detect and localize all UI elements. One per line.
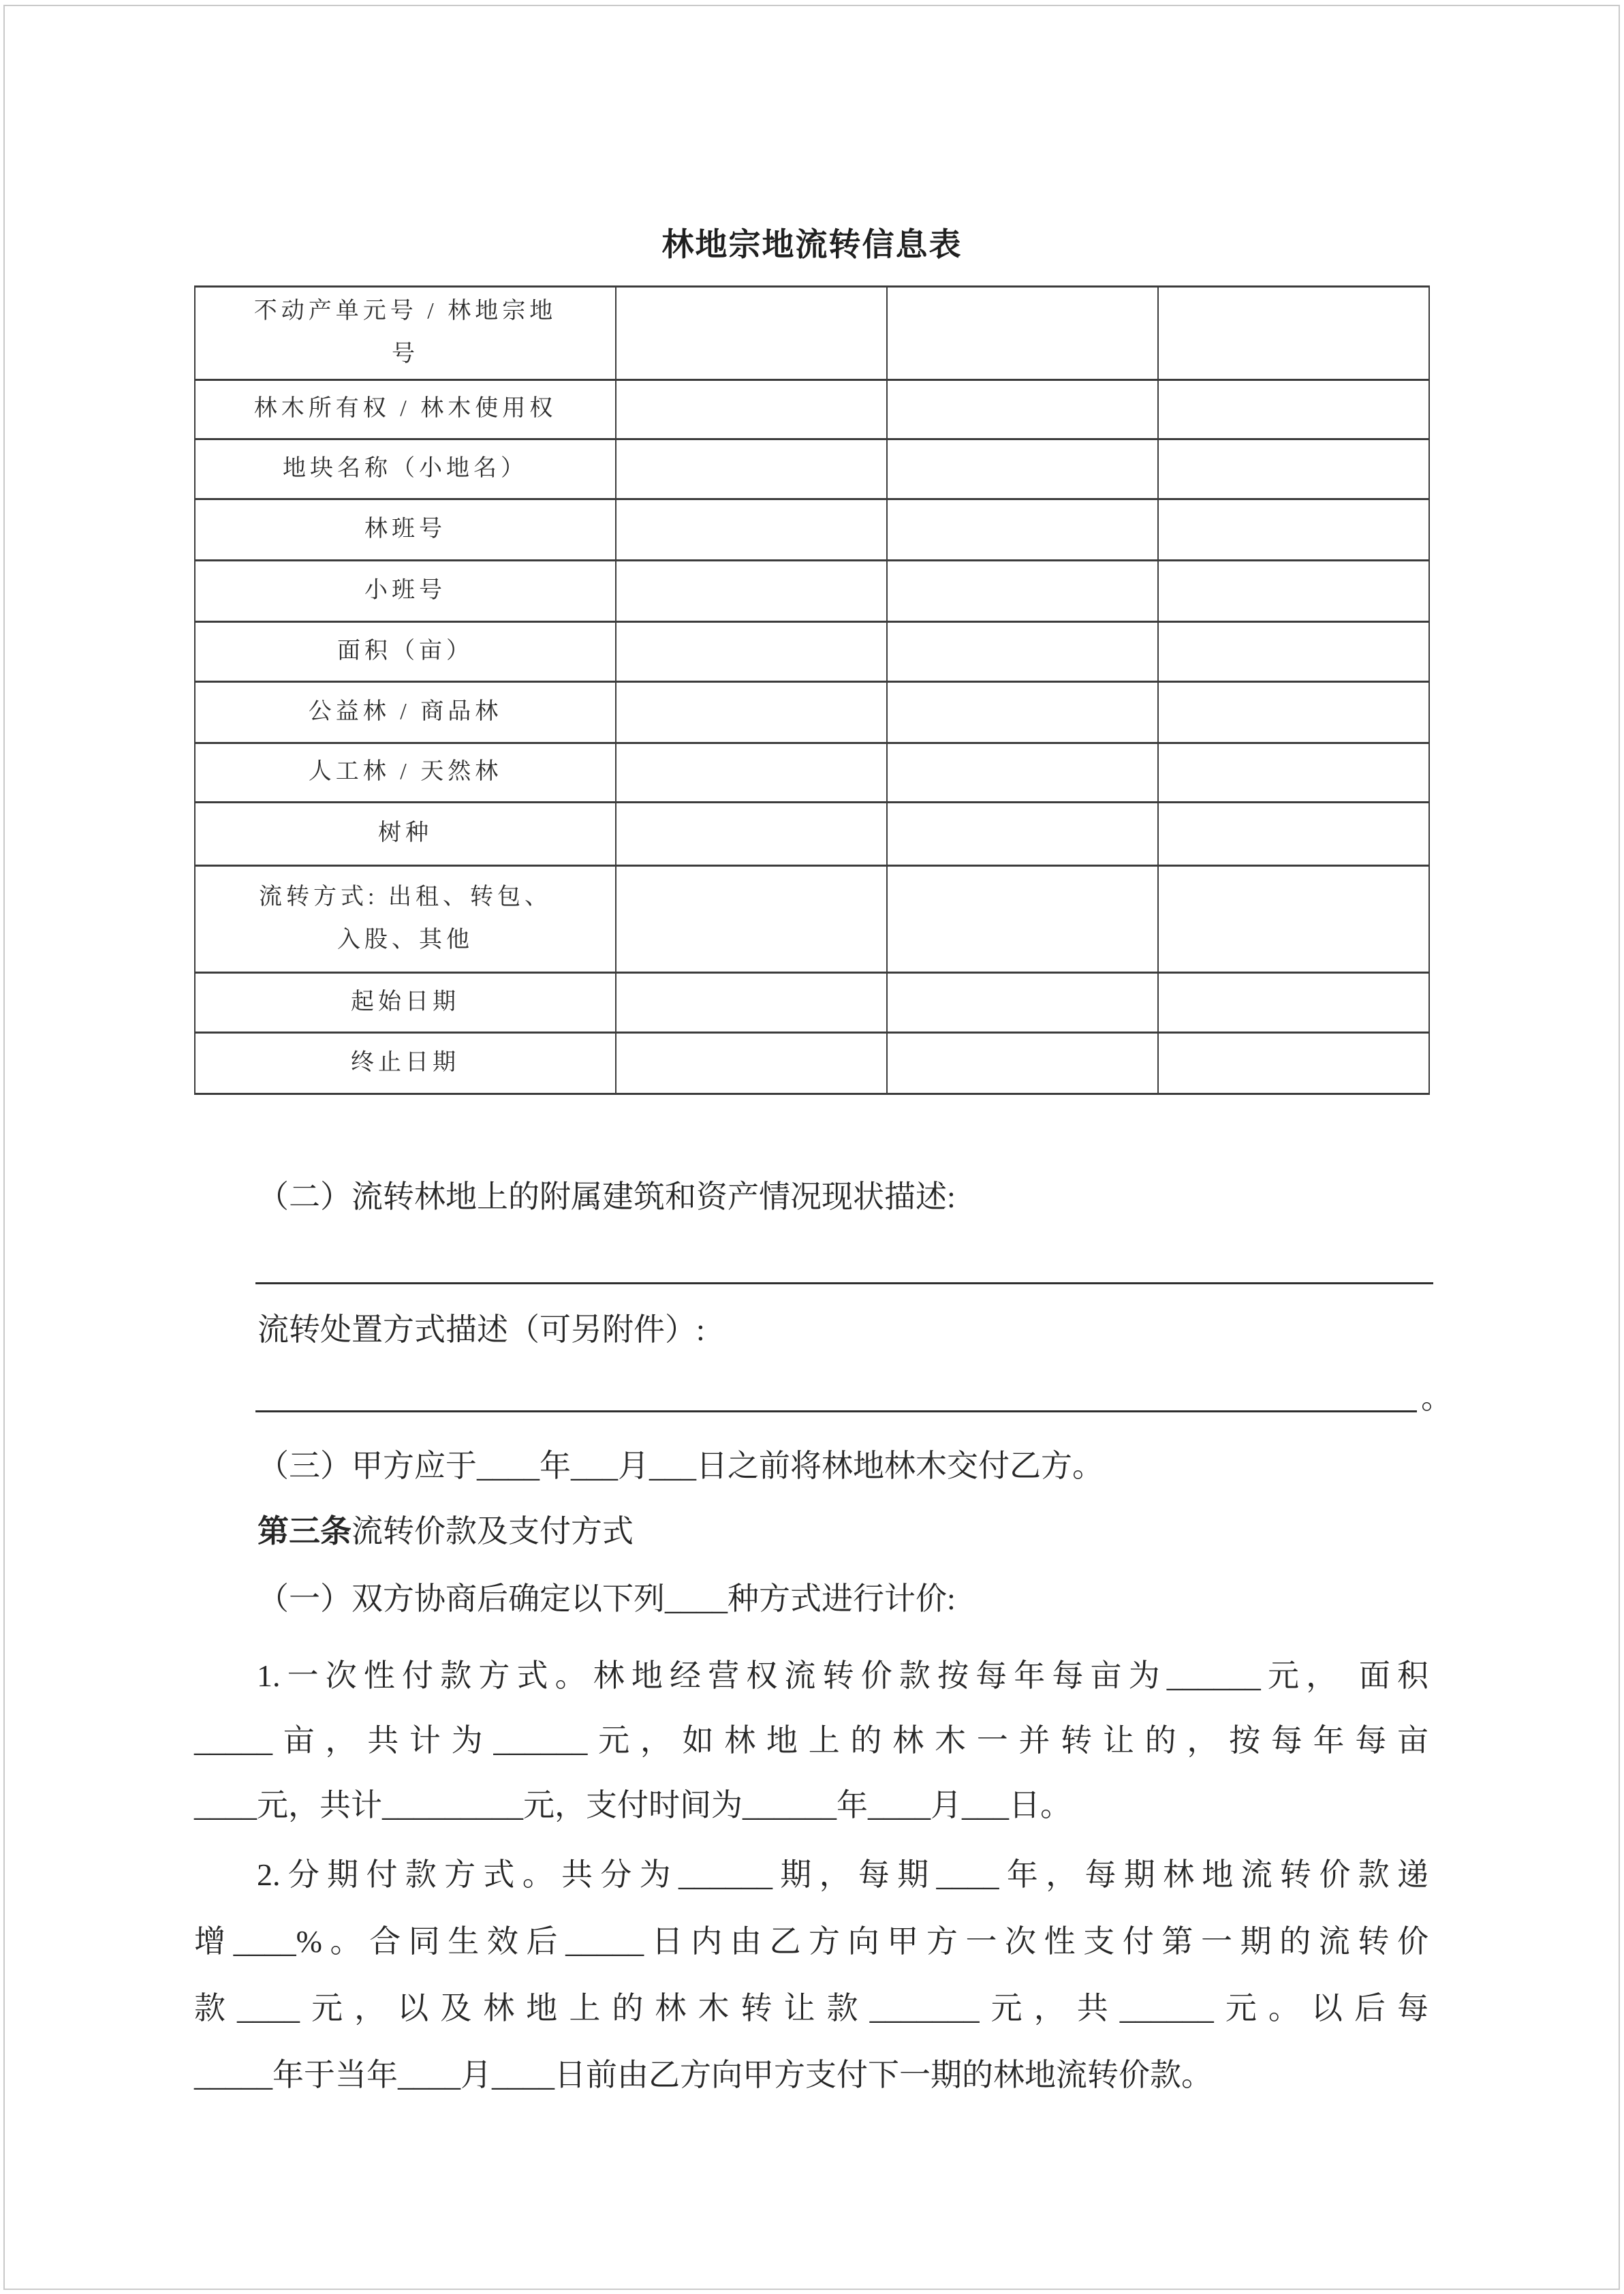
value-cell <box>1158 972 1429 1032</box>
land-parcel-info-table <box>194 285 1430 1095</box>
row-label <box>195 621 616 681</box>
pricing-item1-line: （一）双方协商后确定以下列____种方式进行计价: <box>257 1581 956 1616</box>
value-cell <box>1158 499 1429 560</box>
value-cell <box>887 287 1158 380</box>
row-label-line: 人工林 / 天然林 <box>308 759 503 785</box>
row-label <box>195 972 616 1032</box>
value-cell <box>1158 743 1429 802</box>
value-cell <box>1158 379 1429 439</box>
value-cell <box>616 743 887 802</box>
fill-line-period: 。 <box>1421 1380 1452 1415</box>
value-cell <box>616 499 887 560</box>
row-label-line: 树种 <box>378 820 433 846</box>
section2-heading: （二）流转林地上的附属建筑和资产情况现状描述: <box>257 1179 956 1214</box>
value-cell <box>616 439 887 499</box>
row-label-line: 小班号 <box>364 577 446 603</box>
table-row <box>195 621 1429 681</box>
row-label <box>195 802 616 865</box>
fill-in-blank-line <box>255 1410 1417 1412</box>
value-cell <box>616 1032 887 1094</box>
table-row <box>195 743 1429 802</box>
value-cell <box>1158 439 1429 499</box>
article3-number: 第三条 <box>257 1514 352 1549</box>
table-row <box>195 287 1429 380</box>
paragraph1-line: _____亩，共计为______元，如林地上的林木一并转让的，按每年每亩 <box>194 1723 1428 1758</box>
page-title: 林地宗地流转信息表 <box>661 228 963 263</box>
value-cell <box>887 865 1158 972</box>
table-row <box>195 499 1429 560</box>
value-cell <box>616 379 887 439</box>
value-cell <box>887 621 1158 681</box>
value-cell <box>616 560 887 621</box>
disposal-heading: 流转处置方式描述（可另附件）: <box>257 1312 705 1347</box>
row-label-line: 地块名称（小地名） <box>283 455 528 481</box>
row-label-line: 林木所有权 / 林木使用权 <box>253 396 557 422</box>
paragraph2-line: _____年于当年____月____日前由乙方向甲方支付下一期的林地流转价款。 <box>194 2058 1213 2092</box>
value-cell <box>1158 560 1429 621</box>
value-cell <box>1158 865 1429 972</box>
fill-in-blank-line <box>255 1282 1433 1284</box>
paragraph2-line: 2.分期付款方式。共分为______期，每期____年，每期林地流转价款递 <box>257 1857 1428 1892</box>
row-label <box>195 681 616 743</box>
table-row <box>195 681 1429 743</box>
article3-title: 流转价款及支付方式 <box>352 1514 634 1549</box>
table-row <box>195 972 1429 1032</box>
value-cell <box>887 1032 1158 1094</box>
table-row <box>195 1032 1429 1094</box>
row-label <box>195 499 616 560</box>
row-label-line: 公益林 / 商品林 <box>308 698 503 724</box>
paragraph2-line: 款____元，以及林地上的林木转让款_______元，共______元。以后每 <box>194 1991 1428 2026</box>
row-label-line: 面积（亩） <box>337 638 473 664</box>
value-cell <box>1158 287 1429 380</box>
value-cell <box>887 972 1158 1032</box>
value-cell <box>887 499 1158 560</box>
paragraph1-line: ____元，共计_________元，支付时间为______年____月___日。 <box>194 1788 1072 1823</box>
value-cell <box>616 681 887 743</box>
table-row <box>195 560 1429 621</box>
table-row <box>195 802 1429 865</box>
row-label-line: 起始日期 <box>351 989 460 1014</box>
value-cell <box>616 287 887 380</box>
row-label <box>195 865 616 972</box>
value-cell <box>1158 681 1429 743</box>
value-cell <box>887 743 1158 802</box>
value-cell <box>1158 1032 1429 1094</box>
row-label-line: 入股、其他 <box>337 927 473 952</box>
value-cell <box>1158 621 1429 681</box>
row-label <box>195 743 616 802</box>
row-label-line: 终止日期 <box>351 1049 460 1075</box>
value-cell <box>616 865 887 972</box>
row-label-line: 号 <box>392 341 419 367</box>
value-cell <box>616 621 887 681</box>
row-label-line: 流转方式: 出租、转包、 <box>259 884 552 910</box>
row-label <box>195 287 616 380</box>
row-label <box>195 560 616 621</box>
table-row <box>195 865 1429 972</box>
row-label-line: 不动产单元号 / 林地宗地 <box>253 298 557 324</box>
value-cell <box>887 379 1158 439</box>
value-cell <box>887 439 1158 499</box>
table-row <box>195 439 1429 499</box>
value-cell <box>887 681 1158 743</box>
row-label <box>195 439 616 499</box>
value-cell <box>616 972 887 1032</box>
article3-heading <box>257 1511 634 1552</box>
paragraph1-line: 1.一次性付款方式。林地经营权流转价款按每年每亩为______元， 面积 <box>257 1658 1428 1693</box>
table-row <box>195 379 1429 439</box>
row-label-line: 林班号 <box>364 516 446 542</box>
row-label <box>195 1032 616 1094</box>
value-cell <box>887 560 1158 621</box>
value-cell <box>887 802 1158 865</box>
value-cell <box>1158 802 1429 865</box>
row-label <box>195 379 616 439</box>
value-cell <box>616 802 887 865</box>
paragraph2-line: 增____%。合同生效后_____日内由乙方向甲方一次性支付第一期的流转价 <box>194 1924 1428 1959</box>
section3-delivery-line: （三）甲方应于____年___月___日之前将林地林木交付乙方。 <box>257 1448 1104 1483</box>
